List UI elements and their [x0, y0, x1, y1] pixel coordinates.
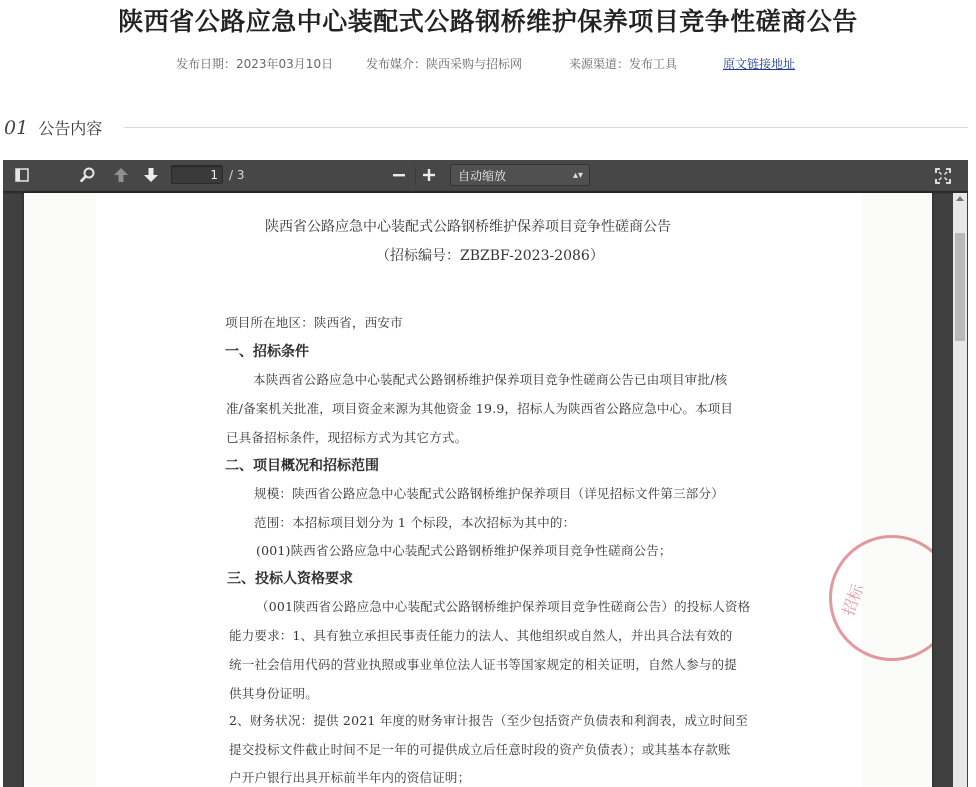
page-count: / 3	[229, 168, 245, 182]
fullscreen-icon[interactable]	[935, 168, 951, 184]
search-icon[interactable]	[80, 167, 96, 183]
section3-line: 统一社会信用代码的营业执照或事业单位法人证书等国家规定的相关证明，自然人参与的提	[229, 657, 738, 672]
section-number: 01	[4, 116, 29, 139]
section1-line: 已具备招标条件，现招标方式为其它方式。	[226, 430, 468, 445]
vertical-scrollbar[interactable]	[953, 193, 967, 787]
scrollbar-thumb[interactable]	[955, 233, 965, 341]
section3-line: 2、财务状况：提供 2021 年度的财务审计报告（至少包括资产负债表和利润表，成立时间至	[229, 713, 749, 728]
section-divider	[124, 127, 968, 128]
toolbar-separator	[415, 166, 416, 185]
section3-line: 提交投标文件截止时间不足一年的可提供成立后任意时段的资产负债表）；或其基本存款账	[229, 742, 731, 757]
document-code: （招标编号：ZBZBF-2023-2086）	[376, 248, 604, 264]
document-title: 陕西省公路应急中心装配式公路钢桥维护保养项目竞争性磋商公告	[265, 219, 671, 235]
section2-heading: 二、项目概况和招标范围	[225, 458, 379, 474]
section2-line: 范围：本招标项目划分为 1 个标段，本次招标为其中的：	[254, 515, 576, 530]
source-channel: 来源渠道：发布工具	[569, 57, 678, 71]
article-title: 陕西省公路应急中心装配式公路钢桥维护保养项目竞争性磋商公告	[118, 7, 858, 36]
section3-heading: 三、投标人资格要求	[227, 571, 353, 587]
red-seal-text: 招标	[838, 581, 868, 619]
publish-media: 发布媒介：陕西采购与招标网	[366, 57, 523, 71]
section3-line: 能力要求：1、具有独立承担民事责任能力的法人、其他组织或自然人，并出具合法有效的	[229, 628, 733, 643]
page-number-input[interactable]: 1	[171, 165, 223, 184]
section2-line: (001)陕西省公路应急中心装配式公路钢桥维护保养项目竞争性磋商公告；	[256, 543, 672, 558]
sidebar-toggle-icon[interactable]	[15, 168, 29, 184]
section1-heading: 一、招标条件	[225, 344, 309, 360]
pdf-viewer	[3, 160, 968, 787]
pdf-page	[24, 193, 932, 787]
arrow-down-icon[interactable]	[143, 167, 159, 183]
section2-line: 规模：陕西省公路应急中心装配式公路钢桥维护保养项目（详见招标文件第三部分）	[254, 486, 724, 501]
section1-line: 准/备案机关批准，项目资金来源为其他资金 19.9，招标人为陕西省公路应急中心。本项目	[226, 401, 734, 416]
scroll-up-icon[interactable]	[956, 196, 964, 201]
select-arrows-icon: ▴▾	[572, 170, 583, 181]
document-location: 项目所在地区：陕西省，西安市	[225, 315, 403, 330]
section3-line: （001陕西省公路应急中心装配式公路钢桥维护保养项目竞争性磋商公告）的投标人资格	[256, 599, 751, 614]
section3-line: 供其身份证明。	[229, 686, 318, 701]
minus-icon[interactable]	[392, 168, 406, 184]
section-label: 公告内容	[38, 119, 103, 138]
original-link[interactable]: 原文链接地址	[723, 57, 796, 71]
pdf-toolbar	[3, 160, 968, 192]
publish-date: 发布日期：2023年03月10日	[176, 57, 334, 71]
plus-icon[interactable]	[422, 168, 436, 184]
section3-line: 户开户银行出具开标前半年内的资信证明；	[229, 770, 471, 785]
section1-line: 本陕西省公路应急中心装配式公路钢桥维护保养项目竞争性磋商公告已由项目审批/核	[253, 372, 728, 387]
zoom-select[interactable]	[450, 164, 590, 186]
arrow-up-icon[interactable]	[113, 167, 129, 183]
section-header	[4, 116, 968, 139]
zoom-select-value: 自动缩放	[458, 169, 507, 183]
